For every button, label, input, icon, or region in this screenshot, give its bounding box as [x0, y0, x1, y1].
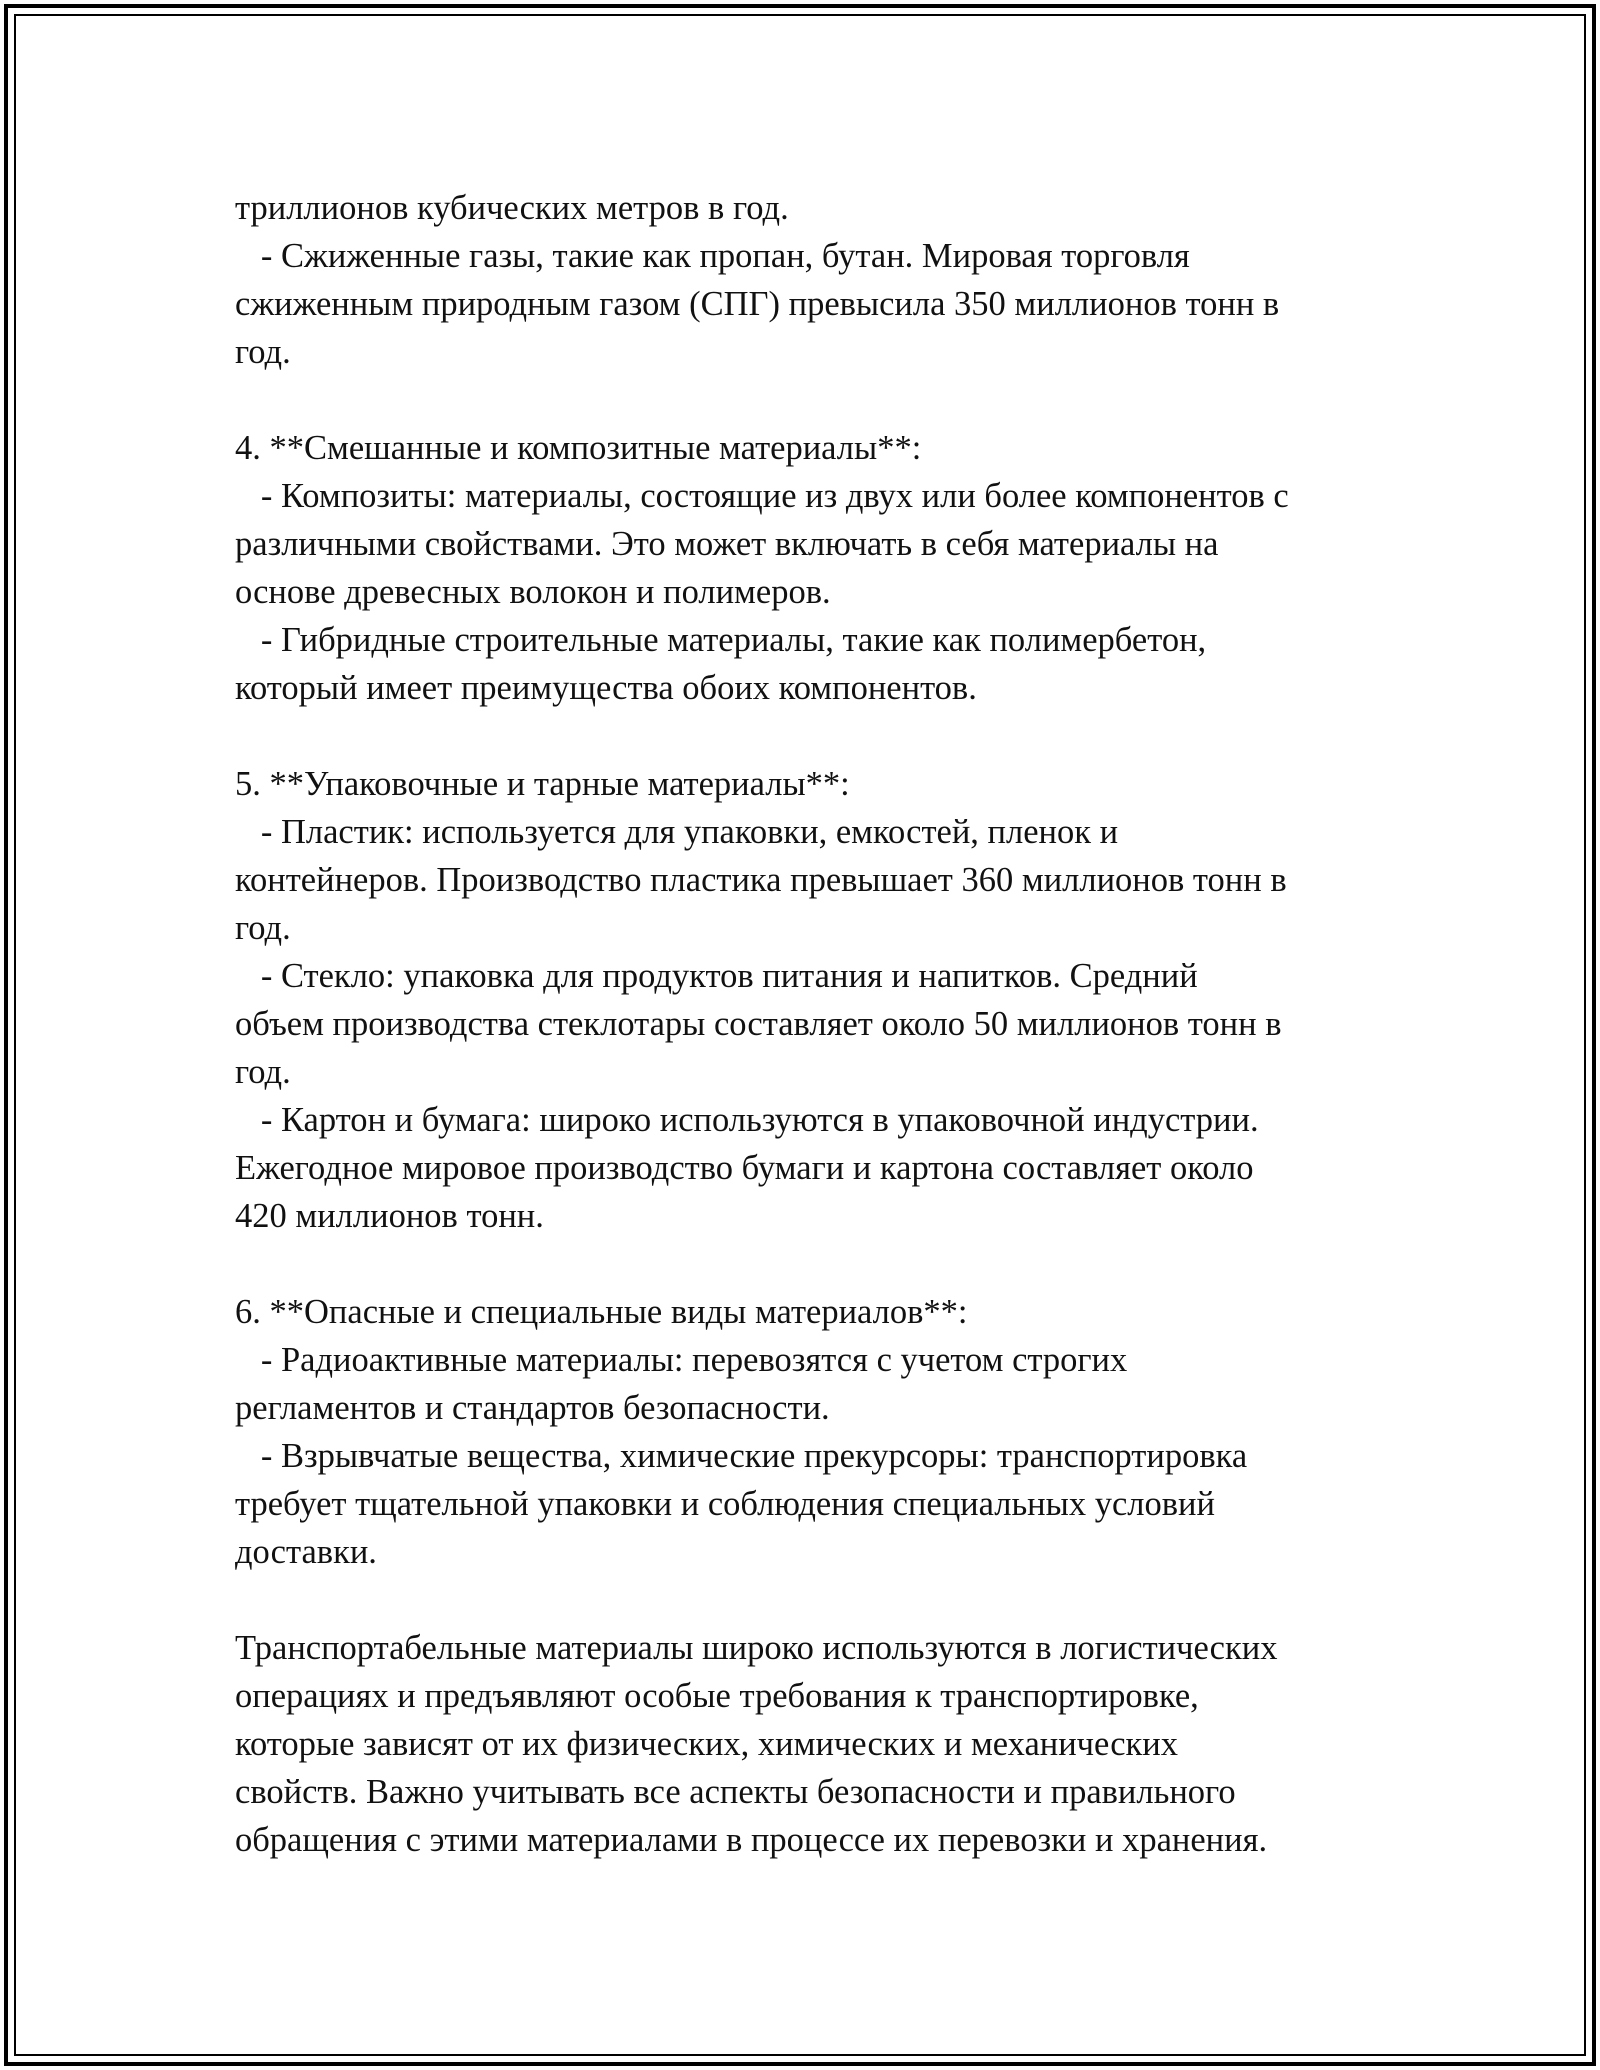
- text-line: год.: [235, 909, 291, 947]
- text-line: - Композиты: материалы, состоящие из двух или более компонентов с: [235, 477, 1289, 515]
- text-line: который имеет преимущества обоих компонентов.: [235, 669, 977, 707]
- text-line: Транспортабельные материалы широко используются в логистических: [235, 1629, 1278, 1667]
- text-line: год.: [235, 1053, 291, 1091]
- text-line: контейнеров. Производство пластика превышает 360 миллионов тонн в: [235, 861, 1287, 899]
- text-line: триллионов кубических метров в год.: [235, 189, 789, 227]
- text-line: операциях и предъявляют особые требования к транспортировке,: [235, 1677, 1199, 1715]
- text-line: требует тщательной упаковки и соблюдения специальных условий: [235, 1485, 1215, 1523]
- text-line: 4. **Смешанные и композитные материалы**:: [235, 429, 922, 467]
- text-line: - Радиоактивные материалы: перевозятся с учетом строгих: [235, 1341, 1128, 1379]
- text-line: - Стекло: упаковка для продуктов питания и напитков. Средний: [235, 957, 1198, 995]
- text-line: - Взрывчатые вещества, химические прекурсоры: транспортировка: [235, 1437, 1248, 1475]
- text-line: год.: [235, 333, 291, 371]
- text-line: 6. **Опасные и специальные виды материалов**:: [235, 1293, 968, 1331]
- text-line: 5. **Упаковочные и тарные материалы**:: [235, 765, 850, 803]
- text-line: объем производства стеклотары составляет около 50 миллионов тонн в: [235, 1005, 1282, 1043]
- text-line: свойств. Важно учитывать все аспекты безопасности и правильного: [235, 1773, 1236, 1811]
- text-line: обращения с этими материалами в процессе их перевозки и хранения.: [235, 1821, 1268, 1859]
- text-line: регламентов и стандартов безопасности.: [235, 1389, 830, 1427]
- text-line: - Пластик: используется для упаковки, емкостей, пленок и: [235, 813, 1119, 851]
- text-line: 420 миллионов тонн.: [235, 1197, 544, 1235]
- text-line: - Сжиженные газы, такие как пропан, бутан. Мировая торговля: [235, 237, 1190, 275]
- text-line: различными свойствами. Это может включать в себя материалы на: [235, 525, 1219, 563]
- text-line: - Картон и бумага: широко используются в упаковочной индустрии.: [235, 1101, 1259, 1139]
- text-line: сжиженным природным газом (СПГ) превысила 350 миллионов тонн в: [235, 285, 1280, 323]
- text-line: которые зависят от их физических, химических и механических: [235, 1725, 1178, 1763]
- text-line: - Гибридные строительные материалы, такие как полимербетон,: [235, 621, 1207, 659]
- text-line: доставки.: [235, 1533, 377, 1571]
- text-line: основе древесных волокон и полимеров.: [235, 573, 831, 611]
- text-line: Ежегодное мировое производство бумаги и картона составляет около: [235, 1149, 1254, 1187]
